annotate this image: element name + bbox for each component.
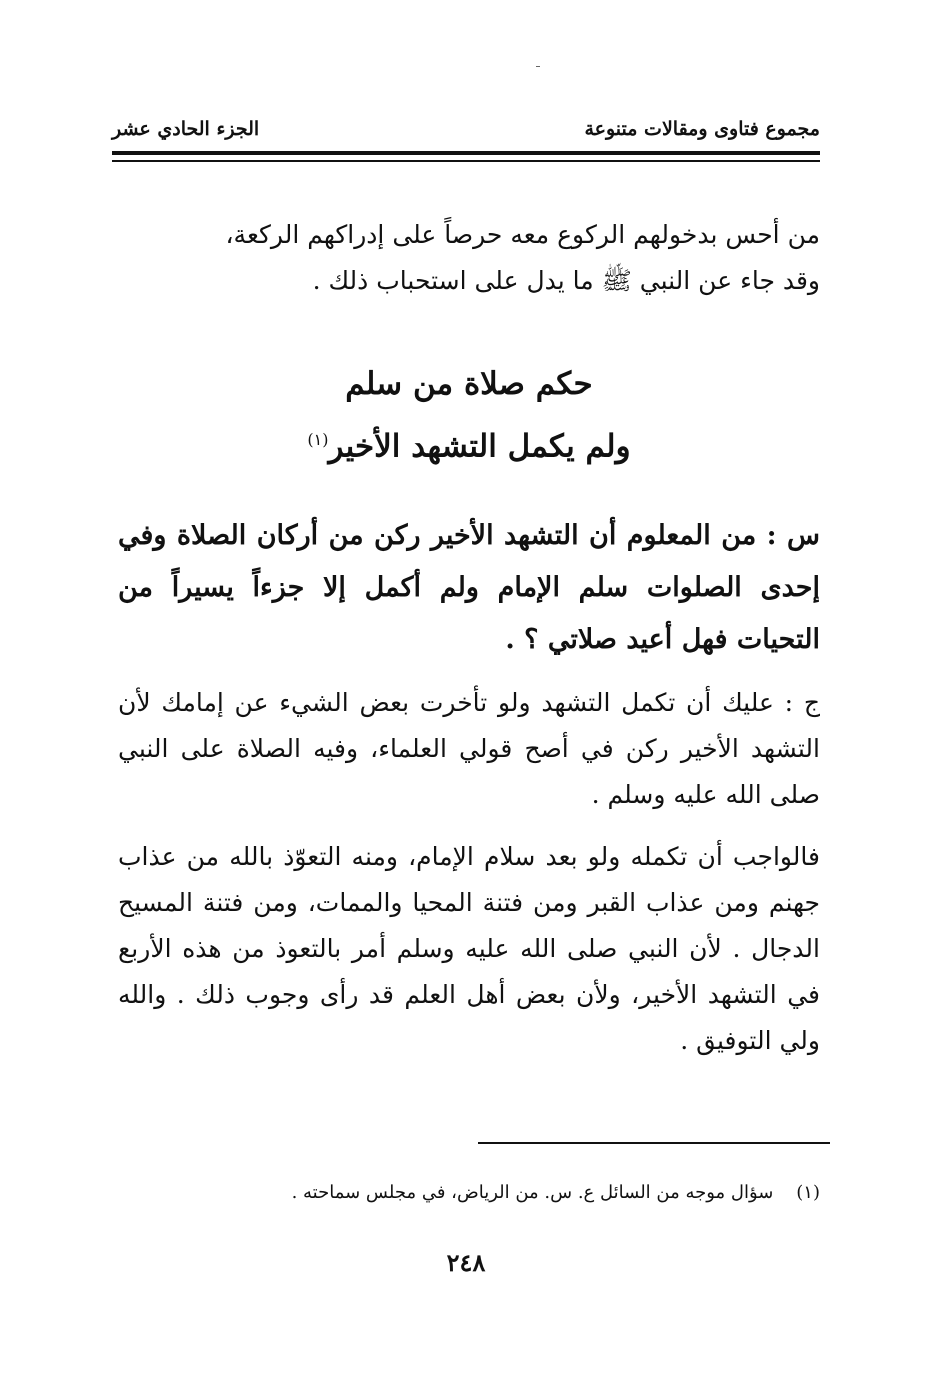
running-header xyxy=(112,118,820,140)
section-title-line-2: ولم يكمل التشهد الأخير xyxy=(328,428,631,465)
question-text: س : من المعلوم أن التشهد الأخير ركن من أركان الصلاة وفي إحدى الصلوات سلم الإمام ولم أكمل إلا جزءاً يسيراً من التحيات فهل أعيد صلاتي ؟ . xyxy=(118,520,821,655)
answer-text-1: ج : عليك أن تكمل التشهد ولو تأخرت بعض الشيء عن إمامك لأن التشهد الأخير ركن في أصح قولي العلماء، وفيه الصلاة على النبي صلى الله عليه وسلم . xyxy=(118,688,820,809)
footnote xyxy=(118,1180,820,1206)
answer-text-2: فالواجب أن تكمله ولو بعد سلام الإمام، ومنه التعوّذ بالله من عذاب جهنم ومن عذاب القبر ومن فتنة المحيا والممات، ومن فتنة المسيح الدجال . لأن النبي صلى الله عليه وسلم أمر بالتعوذ من هذه الأربع في التشهد الأخير، ولأن بعض أهل العلم قد رأى وجوب ذلك . والله ولي التوفيق . xyxy=(118,842,820,1055)
question-paragraph xyxy=(118,510,820,666)
header-volume: الجزء الحادي عشر xyxy=(112,118,260,140)
answer-paragraph-2 xyxy=(118,834,820,1064)
header-rule-thick xyxy=(112,151,820,155)
header-rule-thin xyxy=(112,160,820,162)
section-title-line-1: حكم صلاة من سلم xyxy=(345,366,593,402)
page-number: ٢٤٨ xyxy=(446,1248,486,1277)
scan-speck xyxy=(536,66,540,67)
section-title xyxy=(118,356,820,474)
header-book-title: مجموع فتاوى ومقالات متنوعة xyxy=(584,118,820,140)
footnote-marker: (١) xyxy=(796,1182,820,1203)
footnote-text: سؤال موجه من السائل ع. س. من الرياض، في مجلس سماحته . xyxy=(291,1182,774,1203)
intro-line-2: وقد جاء عن النبي ﷺ ما يدل على استحباب ذلك . xyxy=(312,266,820,295)
intro-paragraph xyxy=(118,212,820,304)
footnote-rule xyxy=(478,1142,830,1144)
answer-paragraph-1 xyxy=(118,680,820,818)
intro-line-1: من أحس بدخولهم الركوع معه حرصاً على إدراكهم الركعة، xyxy=(225,220,820,249)
title-footnote-ref: (١) xyxy=(307,430,329,449)
